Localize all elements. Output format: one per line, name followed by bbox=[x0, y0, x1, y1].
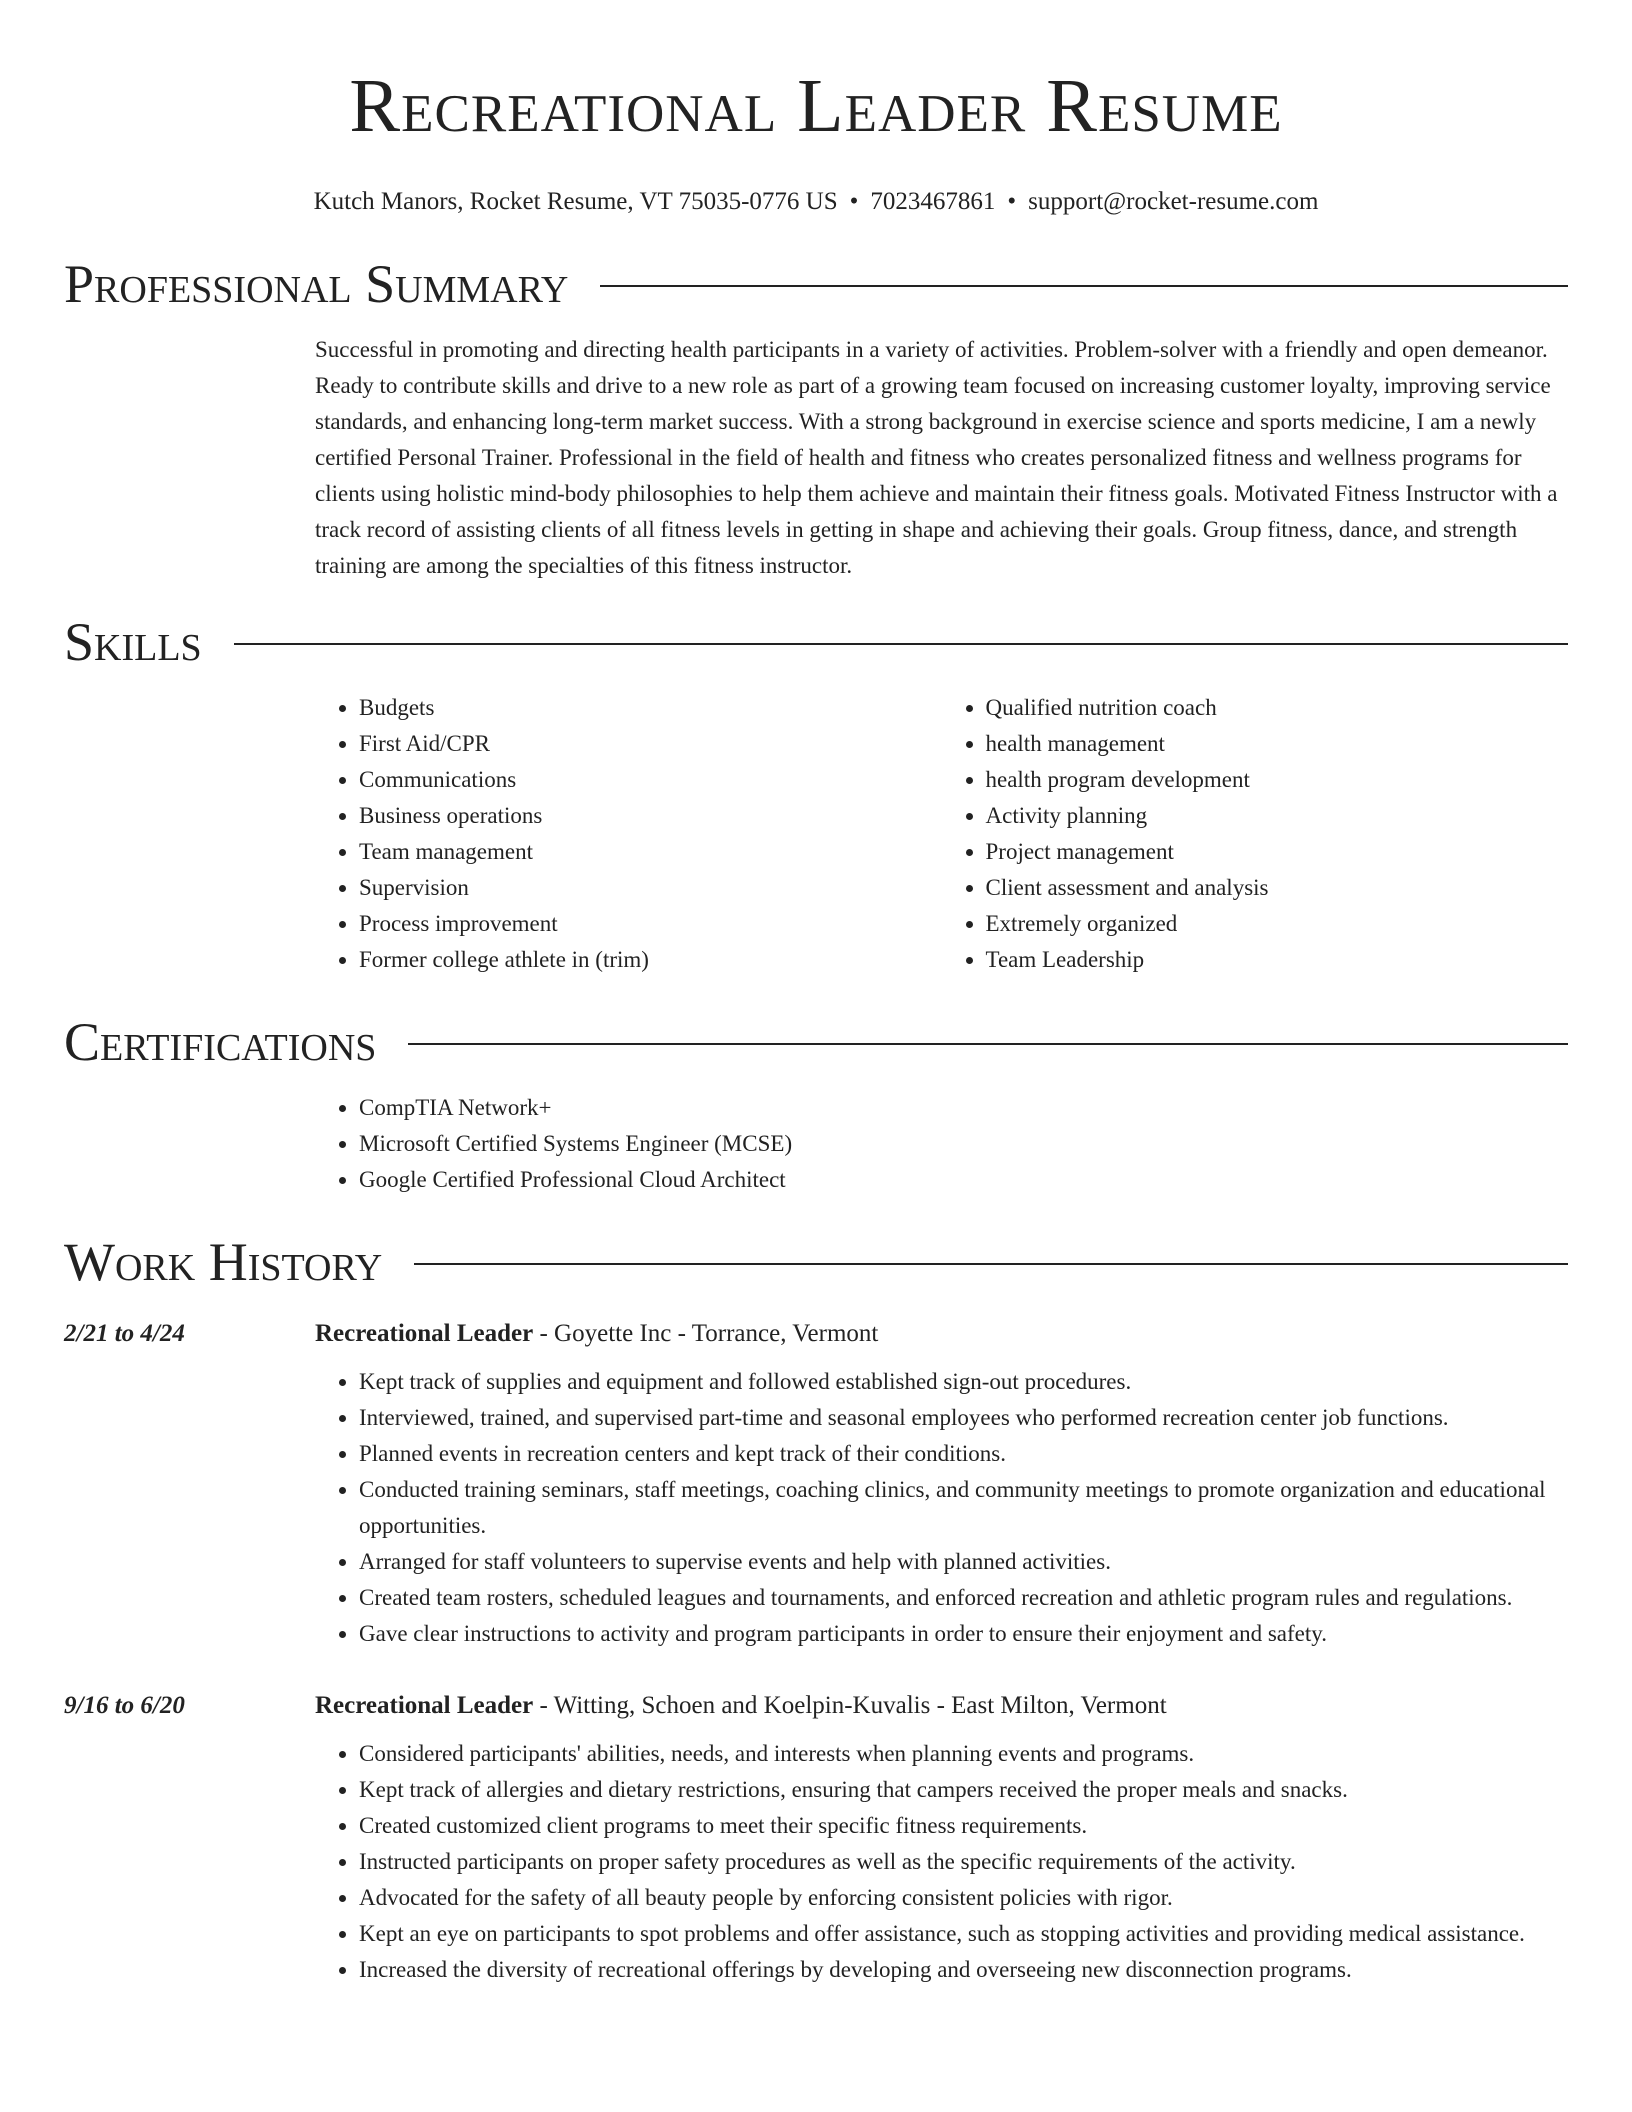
skill-item: • health management bbox=[986, 726, 1569, 762]
job-title: Recreational Leader bbox=[315, 1692, 534, 1719]
skill-item: • Communications bbox=[359, 762, 942, 798]
skill-item: • Supervision bbox=[359, 870, 942, 906]
skill-item: • Team management bbox=[359, 834, 942, 870]
certifications-list bbox=[315, 1090, 1568, 1198]
job-bullet: • Kept track of allergies and dietary restrictions, ensuring that campers received the proper meals and snacks. bbox=[359, 1772, 1568, 1808]
certification-item: • CompTIA Network+ bbox=[359, 1090, 1568, 1126]
job-bullet: • Conducted training seminars, staff meetings, coaching clinics, and community meetings to promote organization and educational opportunities. bbox=[359, 1472, 1568, 1544]
job-bullet: • Planned events in recreation centers and kept track of their conditions. bbox=[359, 1436, 1568, 1472]
email: support@rocket-resume.com bbox=[1028, 188, 1319, 215]
job-bullets-block bbox=[315, 1364, 1568, 1652]
job-bullet: • Interviewed, trained, and supervised part-time and seasonal employees who performed recreation center job functions. bbox=[359, 1400, 1568, 1436]
job-dates: 2/21 to 4/24 bbox=[64, 1320, 185, 1347]
phone: 7023467861 bbox=[870, 188, 996, 215]
job-bullet: • Kept an eye on participants to spot problems and offer assistance, such as stopping activities and providing medical assistance. bbox=[359, 1916, 1568, 1952]
section-header-certifications bbox=[64, 1010, 1568, 1074]
contact-separator: • bbox=[849, 188, 859, 215]
skill-item: • health program development bbox=[986, 762, 1569, 798]
job-bullet: • Kept track of supplies and equipment and followed established sign-out procedures. bbox=[359, 1364, 1568, 1400]
skill-item: • Budgets bbox=[359, 690, 942, 726]
skill-item: • Extremely organized bbox=[986, 906, 1569, 942]
section-header-skills bbox=[64, 610, 1568, 674]
job-bullet: • Increased the diversity of recreational offerings by developing and overseeing new disconnection programs. bbox=[359, 1952, 1568, 1988]
job-details: - Witting, Schoen and Koelpin-Kuvalis - East Milton, Vermont bbox=[533, 1692, 1167, 1719]
job-bullets bbox=[315, 1736, 1568, 1988]
skill-item: • Process improvement bbox=[359, 906, 942, 942]
contact-line bbox=[64, 186, 1568, 218]
job-entry bbox=[64, 1316, 1568, 1652]
job-bullet: • Created team rosters, scheduled leagues and tournaments, and enforced recreation and athletic program rules and regulations. bbox=[359, 1580, 1568, 1616]
contact-separator: • bbox=[1007, 188, 1017, 215]
section-header-summary bbox=[64, 252, 1568, 316]
summary-text: Successful in promoting and directing health participants in a variety of activities. Problem-solver with a friendly and open demeanor. Ready to contribute skills and drive to a new role as part of a growing team focused on increasing customer loyalty, improving service standards, and enhancing long-term market success. With a strong background in exercise science and sports medicine, I am a newly certified Personal Trainer. Professional in the field of health and fitness who creates personalized fitness and wellness programs for clients using holistic mind-body philosophies to help them achieve and maintain their fitness goals. Motivated Fitness Instructor with a track record of assisting clients of all fitness levels in getting in shape and achieving their goals. Group fitness, dance, and strength training are among the specialties of this fitness instructor. bbox=[315, 337, 1558, 578]
section-divider bbox=[600, 285, 1568, 287]
certifications-block bbox=[315, 1090, 1568, 1198]
job-header bbox=[64, 1316, 1568, 1352]
skill-item: • Activity planning bbox=[986, 798, 1569, 834]
skills-list-left bbox=[315, 690, 942, 978]
skill-item: • Former college athlete in (trim) bbox=[359, 942, 942, 978]
section-title-summary: Professional Summary bbox=[64, 254, 569, 314]
job-bullets-block bbox=[315, 1736, 1568, 1988]
job-bullet: • Gave clear instructions to activity and program participants in order to ensure their enjoyment and safety. bbox=[359, 1616, 1568, 1652]
job-bullet: • Created customized client programs to meet their specific fitness requirements. bbox=[359, 1808, 1568, 1844]
job-bullet: • Instructed participants on proper safety procedures as well as the specific requirements of the activity. bbox=[359, 1844, 1568, 1880]
job-entry bbox=[64, 1688, 1568, 1988]
section-divider bbox=[408, 1043, 1568, 1045]
section-title-skills: Skills bbox=[64, 612, 202, 672]
skill-item: • Project management bbox=[986, 834, 1569, 870]
job-details: - Goyette Inc - Torrance, Vermont bbox=[533, 1320, 879, 1347]
job-heading bbox=[315, 1688, 1167, 1724]
skill-item: • Team Leadership bbox=[986, 942, 1569, 978]
job-header bbox=[64, 1688, 1568, 1724]
skills-list-right bbox=[942, 690, 1569, 978]
job-bullet: • Considered participants' abilities, needs, and interests when planning events and programs. bbox=[359, 1736, 1568, 1772]
section-divider bbox=[234, 643, 1568, 645]
certification-item: • Google Certified Professional Cloud Architect bbox=[359, 1162, 1568, 1198]
section-title-work-history: Work History bbox=[64, 1232, 383, 1292]
certification-item: • Microsoft Certified Systems Engineer (MCSE) bbox=[359, 1126, 1568, 1162]
job-bullet: • Arranged for staff volunteers to supervise events and help with planned activities. bbox=[359, 1544, 1568, 1580]
job-bullet: • Advocated for the safety of all beauty people by enforcing consistent policies with rigor. bbox=[359, 1880, 1568, 1916]
skill-item: • Business operations bbox=[359, 798, 942, 834]
skill-item: • Client assessment and analysis bbox=[986, 870, 1569, 906]
resume-title: Recreational Leader Resume bbox=[349, 64, 1283, 148]
section-title-certifications: Certifications bbox=[64, 1012, 377, 1072]
job-bullets bbox=[315, 1364, 1568, 1652]
address: Kutch Manors, Rocket Resume, VT 75035-0776 US bbox=[313, 188, 838, 215]
skill-item: • Qualified nutrition coach bbox=[986, 690, 1569, 726]
section-divider bbox=[414, 1263, 1568, 1265]
section-header-work-history bbox=[64, 1230, 1568, 1294]
skills-grid bbox=[315, 690, 1568, 978]
job-title: Recreational Leader bbox=[315, 1320, 534, 1347]
job-heading bbox=[315, 1316, 878, 1352]
skill-item: • First Aid/CPR bbox=[359, 726, 942, 762]
job-dates: 9/16 to 6/20 bbox=[64, 1692, 185, 1719]
